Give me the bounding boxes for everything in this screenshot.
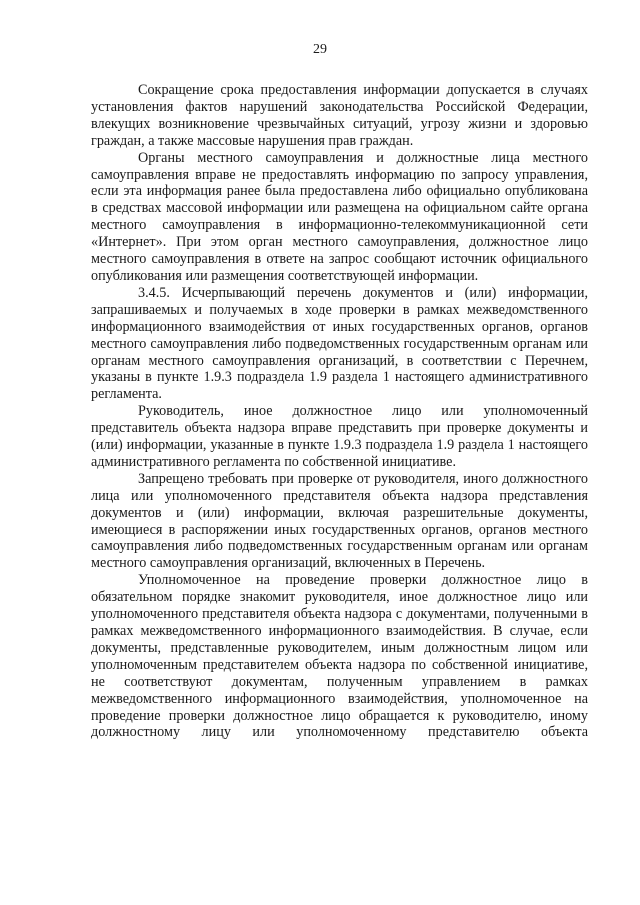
paragraph: Сокращение срока предоставления информации допускается в случаях установления фактов нарушений законодательства Российской Федерации, влекущих возникновение чрезвычайных ситуаций, угрозу жизни и здоровью граждан, а также массовые нарушения прав граждан. xyxy=(91,82,588,149)
page-number: 29 xyxy=(313,42,327,57)
paragraph: Запрещено требовать при проверке от руководителя, иного должностного лица или уполномоченного представителя объекта надзора представления документов и (или) информации, включая разрешительные документы, имеющиеся в распоряжении иных государственных органов, органов местного самоуправления либо подведомственных государственным органам или органам местного самоуправления организаций, включенных в Перечень. xyxy=(91,470,588,572)
paragraph: 3.4.5. Исчерпывающий перечень документов и (или) информации, запрашиваемых и получаемых в ходе проверки в рамках межведомственного информационного взаимодействия от иных государственных органов, органов местного самоуправления либо подведомственных государственным органам или органам местного самоуправления организаций, в соответствии с Перечнем, указаны в пункте 1.9.3 подраздела 1.9 раздела 1 настоящего административного регламента. xyxy=(91,284,588,403)
paragraph: Органы местного самоуправления и должностные лица местного самоуправления вправе не предоставлять информацию по запросу управления, если эта информация ранее была предоставлена либо официально опубликована в средствах массовой информации или размещена на официальном сайте органа местного самоуправления в информационно-телекоммуникационной сети «Интернет». При этом орган местного самоуправления, должностное лицо местного самоуправления в ответе на запрос сообщают источник официального опубликования или размещения соответствующей информации. xyxy=(91,149,588,284)
document-body xyxy=(91,82,588,741)
paragraph: Уполномоченное на проведение проверки должностное лицо в обязательном порядке знакомит руководителя, иное должностное лицо или уполномоченного представителя объекта надзора с документами, полученными в рамках межведомственного информационного взаимодействия. В случае, если документы, представленные руководителем, иным должностным лицом или уполномоченным представителем объекта надзора по собственной инициативе, не соответствуют документам, полученным управлением в рамках межведомственного информационного взаимодействия, уполномоченное на проведение проверки должностное лицо обращается к руководителю, иному должностному лицу или уполномоченному представителю объекта xyxy=(91,572,588,741)
paragraph: Руководитель, иное должностное лицо или уполномоченный представитель объекта надзора вправе представить при проверке документы и (или) информации, указанные в пункте 1.9.3 подраздела 1.9 раздела 1 настоящего административного регламента по собственной инициативе. xyxy=(91,403,588,470)
